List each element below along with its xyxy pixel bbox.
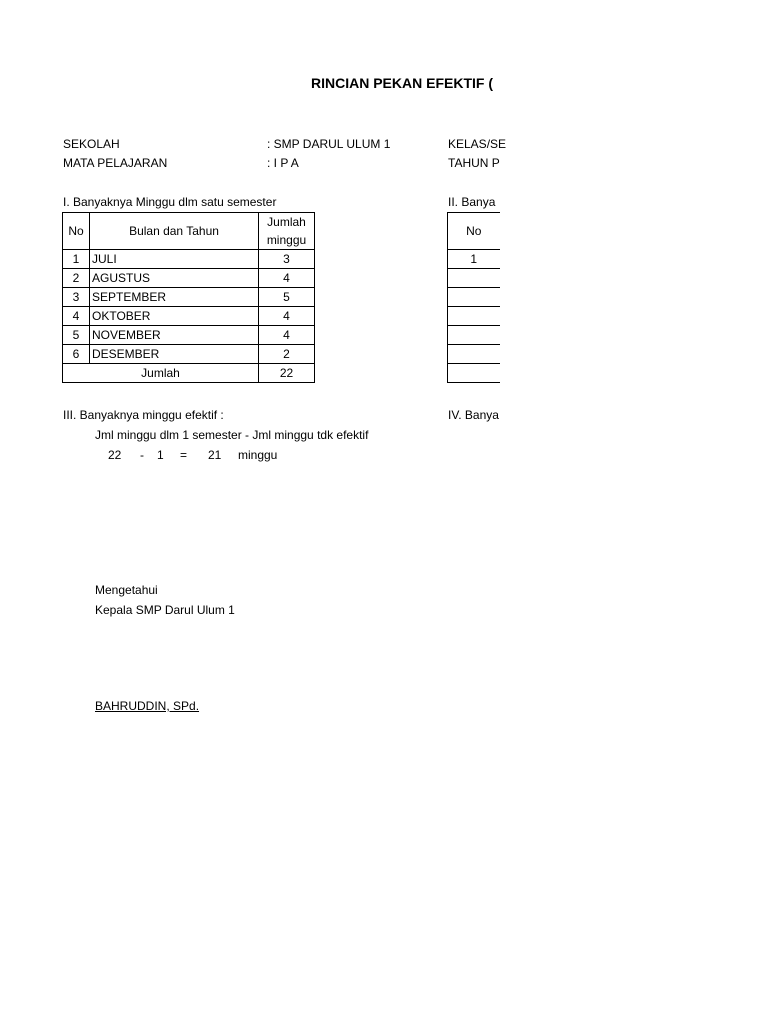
kelas-label: KELAS/SE bbox=[448, 137, 507, 151]
row-no: 1 bbox=[63, 250, 90, 269]
total-label: Jumlah bbox=[63, 364, 259, 383]
section2-empty-row bbox=[448, 326, 500, 345]
row-jumlah: 4 bbox=[259, 269, 315, 288]
row-jumlah: 4 bbox=[259, 307, 315, 326]
row-jumlah: 4 bbox=[259, 326, 315, 345]
sekolah-value: : SMP DARUL ULUM 1 bbox=[267, 137, 391, 151]
header-jumlah bbox=[259, 213, 315, 250]
total-value: 22 bbox=[259, 364, 315, 383]
row-bulan: JULI bbox=[90, 250, 259, 269]
row-jumlah: 2 bbox=[259, 345, 315, 364]
row-bulan: DESEMBER bbox=[90, 345, 259, 364]
total-row bbox=[63, 364, 315, 383]
page-title: RINCIAN PEKAN EFEKTIF ( bbox=[311, 75, 493, 91]
section2-heading: II. Banya bbox=[448, 195, 496, 209]
table-row bbox=[63, 345, 315, 364]
formula-text: Jml minggu dlm 1 semester - Jml minggu tdk efektif bbox=[95, 428, 369, 442]
header-jumlah-line2: minggu bbox=[266, 233, 307, 247]
mapel-label: MATA PELAJARAN bbox=[63, 156, 168, 170]
header-bulan: Bulan dan Tahun bbox=[90, 213, 259, 250]
row-no: 3 bbox=[63, 288, 90, 307]
sekolah-label: SEKOLAH bbox=[63, 137, 120, 151]
section1-heading: I. Banyaknya Minggu dlm satu semester bbox=[63, 195, 277, 209]
signature-name: BAHRUDDIN, SPd. bbox=[95, 699, 200, 713]
row-jumlah: 3 bbox=[259, 250, 315, 269]
row-no: 5 bbox=[63, 326, 90, 345]
section4-heading: IV. Banya bbox=[448, 408, 499, 422]
weeks-table bbox=[62, 212, 315, 383]
section2-table bbox=[447, 212, 500, 383]
section3-heading: III. Banyaknya minggu efektif : bbox=[63, 408, 224, 422]
row-no: 2 bbox=[63, 269, 90, 288]
mapel-value: : I P A bbox=[267, 156, 299, 170]
table-row bbox=[63, 250, 315, 269]
row-bulan: OKTOBER bbox=[90, 307, 259, 326]
table-row bbox=[63, 326, 315, 345]
row-jumlah: 5 bbox=[259, 288, 315, 307]
table-row bbox=[63, 288, 315, 307]
section2-header-no: No bbox=[448, 213, 500, 250]
calc-minus: - bbox=[140, 448, 144, 462]
calc-a: 22 bbox=[108, 448, 122, 462]
tahun-label: TAHUN P bbox=[448, 156, 500, 170]
calc-eq: = bbox=[180, 448, 188, 462]
header-no: No bbox=[63, 213, 90, 250]
section2-empty-row bbox=[448, 307, 500, 326]
calc-unit: minggu bbox=[238, 448, 278, 462]
section2-empty-row bbox=[448, 345, 500, 364]
calc-result: 21 bbox=[208, 448, 222, 462]
row-bulan: SEPTEMBER bbox=[90, 288, 259, 307]
table-row bbox=[63, 269, 315, 288]
row-bulan: NOVEMBER bbox=[90, 326, 259, 345]
signature-line2: Kepala SMP Darul Ulum 1 bbox=[95, 603, 235, 617]
row-bulan: AGUSTUS bbox=[90, 269, 259, 288]
calc-b: 1 bbox=[157, 448, 164, 462]
section2-empty-row bbox=[448, 364, 500, 383]
table-row bbox=[63, 307, 315, 326]
section2-empty-row bbox=[448, 269, 500, 288]
row-no: 4 bbox=[63, 307, 90, 326]
header-jumlah-line1: Jumlah bbox=[267, 215, 306, 229]
signature-line1: Mengetahui bbox=[95, 583, 158, 597]
section2-empty-row bbox=[448, 288, 500, 307]
section2-row-no: 1 bbox=[448, 250, 500, 269]
row-no: 6 bbox=[63, 345, 90, 364]
